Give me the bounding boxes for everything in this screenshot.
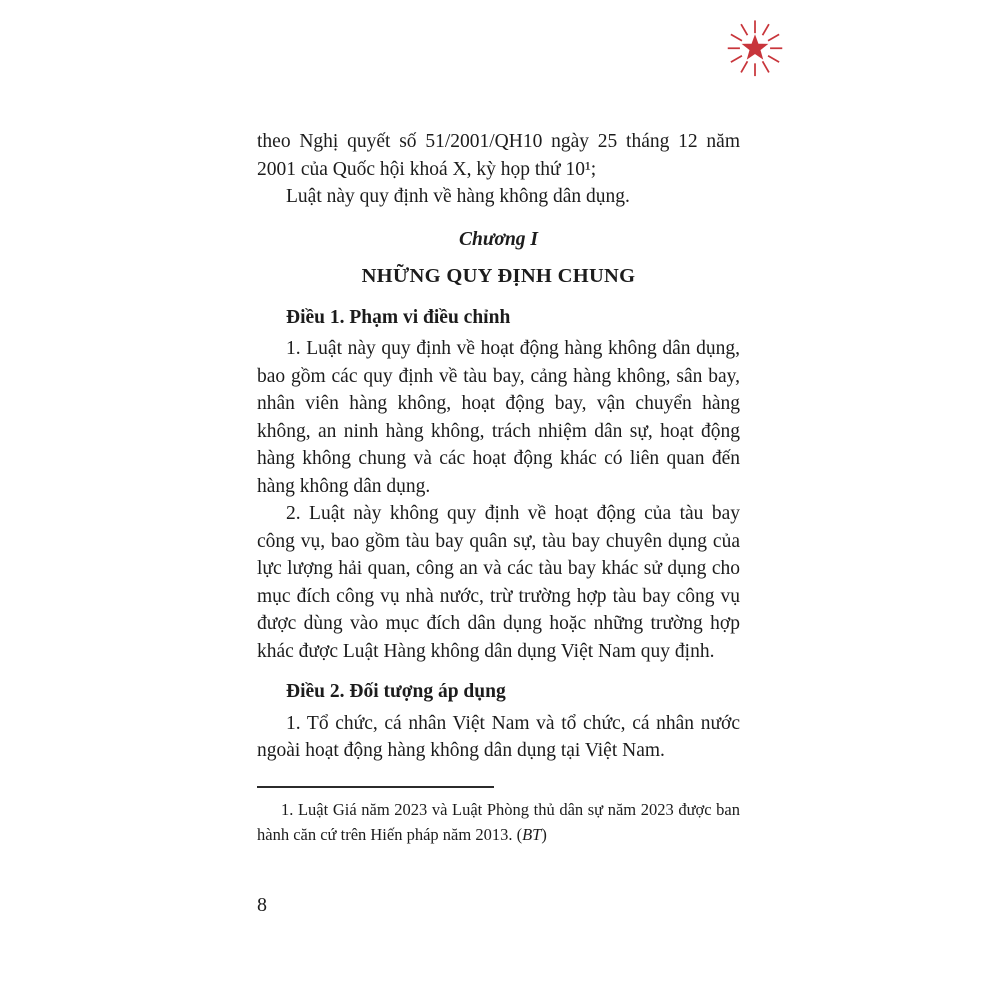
chapter-label: Chương I — [458, 228, 539, 250]
chapter-title: NHỮNG QUY ĐỊNH CHUNG — [361, 265, 636, 287]
article-1-paragraph-1: 1. Luật này quy định về hoạt động hàng không dân dụng, bao gồm các quy định về tàu bay, cảng hàng không, sân bay, nhân viên hàng không, hoạt động bay, vận chuyển hàng không, an ninh hàng không, trách nhiệm dân sự, hoạt động hàng không chung và các hoạt động khác có liên quan đến hàng không dân dụng. — [257, 338, 740, 497]
page-number: 8 — [257, 894, 267, 916]
footnote-separator — [257, 786, 494, 788]
article-2-paragraph-1: 1. Tổ chức, cá nhân Việt Nam và tổ chức, cá nhân nước ngoài hoạt động hàng không dân dụng tại Việt Nam. — [257, 712, 740, 761]
article-1-paragraph-2: 2. Luật này không quy định về hoạt động của tàu bay công vụ, bao gồm tàu bay quân sự, tàu bay chuyên dụng của lực lượng hải quan, công an và các tàu bay khác sử dụng cho mục đích công vụ nhà nước, trừ trường hợp tàu bay công vụ được dùng vào mục đích dân dụng hoặc những trường hợp khác được Luật Hàng không dân dụng Việt Nam quy định. — [257, 503, 740, 662]
footnote-text-close: ) — [541, 825, 547, 844]
footnote-text-italic: BT — [522, 825, 542, 844]
intro-paragraph-continued: theo Nghị quyết số 51/2001/QH10 ngày 25 tháng 12 năm 2001 của Quốc hội khoá X, kỳ họp thứ 10¹; — [257, 131, 740, 180]
footnote-block — [257, 786, 740, 848]
footnote-text-main: 1. Luật Giá năm 2023 và Luật Phòng thủ dân sự năm 2023 được ban hành căn cứ trên Hiến pháp năm 2013. ( — [257, 799, 740, 844]
red-star-emblem-icon — [726, 18, 784, 82]
article-1-heading: Điều 1. Phạm vi điều chỉnh — [286, 306, 511, 328]
intro-paragraph: Luật này quy định về hàng không dân dụng. — [286, 186, 630, 207]
page-content — [257, 128, 740, 848]
publisher-logo — [726, 18, 784, 82]
footnote-text — [257, 797, 740, 848]
article-2-heading: Điều 2. Đối tượng áp dụng — [286, 681, 506, 702]
